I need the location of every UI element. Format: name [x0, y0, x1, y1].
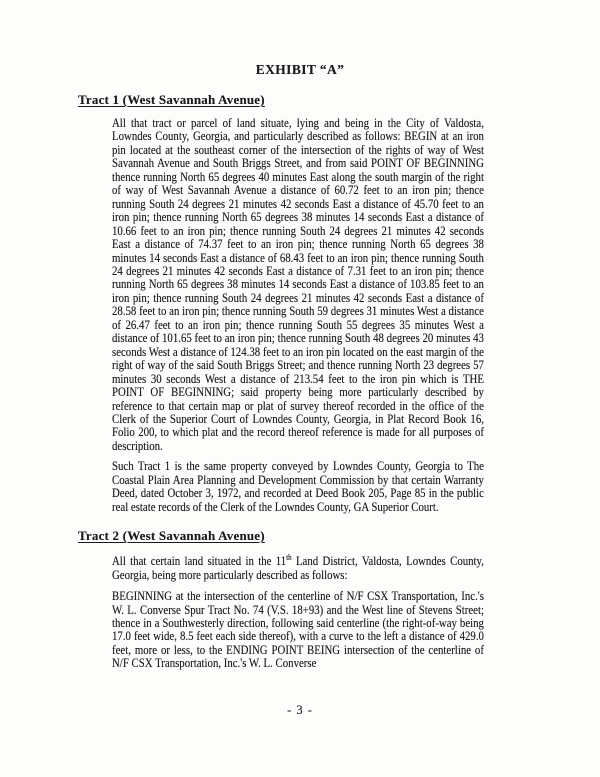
tract2-intro-prefix: All that certain land situated in the 11 [112, 554, 287, 569]
tract1-heading: Tract 1 (West Savannah Avenue) [78, 92, 265, 107]
tract1-conveyance-paragraph: Such Tract 1 is the same property conveyed by Lowndes County, Georgia to The Coastal Plain Area Planning and Development Commission by that certain Warranty Deed, dated October 3, 1972, and recorded at Deed Book 205, Page 85 in the public real estate records of the Clerk of the Lowndes County, GA Superior Court. [112, 459, 484, 514]
tract2-intro-suffix: Land District, Valdosta, Lowndes County, Georgia, being more particularly described as follows: [112, 554, 484, 582]
page-number: - 3 - [287, 703, 313, 717]
ordinal-superscript: th [286, 552, 292, 562]
tract1-legal-description-paragraph: All that tract or parcel of land situate, lying and being in the City of Valdosta, Lowndes County, Georgia, and particularly described as follows: BEGIN at an iron pin located at the southeast corner of the intersection of the rights of way of West Savannah Avenue and South Briggs Street, and from said POINT OF BEGINNING thence running North 65 degrees 40 minutes East along the south margin of the right of way of West Savannah Avenue a distance of 60.72 feet to an iron pin; thence running South 24 degrees 21 minutes 42 seconds East a distance of 45.70 feet to an iron pin; thence running North 65 degrees 38 minutes 14 seconds East a distance of 10.66 feet to an iron pin; thence running South 24 degrees 21 minutes 42 seconds East a distance of 74.37 feet to an iron pin; thence running North 65 degrees 38 minutes 14 seconds East a distance of 68.43 feet to an iron pin; thence running South 24 degrees 21 minutes 42 seconds East a distance of 7.31 feet to an iron pin; thence running North 65 degrees 38 minutes 14 seconds East a distance of 103.85 feet to an iron pin; thence running South 24 degrees 21 minutes 42 seconds East a distance of 28.58 feet to an iron pin; thence running South 59 degrees 31 minutes West a distance of 26.47 feet to an iron pin; thence running South 55 degrees 35 minutes West a distance of 101.65 feet to an iron pin; thence running South 48 degrees 20 minutes 43 seconds West a distance of 124.38 feet to an iron pin located on the east margin of the right of way of the said South Briggs Street; and thence running North 23 degrees 57 minutes 30 seconds West a distance of 213.54 feet to the iron pin which is THE POINT OF BEGINNING; said property being more particularly described by reference to that certain map or plat of survey thereof recorded in the office of the Clerk of the Superior Court of Lowndes County, Georgia, in Plat Record Book 16, Folio 200, to which plat and the record thereof reference is made for all purposes of description. [112, 116, 484, 453]
exhibit-title: EXHIBIT “A” [255, 62, 345, 77]
tract2-heading: Tract 2 (West Savannah Avenue) [78, 528, 265, 544]
tract2-beginning-paragraph: BEGINNING at the intersection of the centerline of N/F CSX Transportation, Inc.'s W. L. Converse Spur Tract No. 74 (V.S. 18+93) and the West line of Stevens Street; thence in a Southwesterly direction, following said centerline (the right-of-way being 17.0 feet wide, 8.5 feet each side thereof), with a curve to the left a distance of 429.0 feet, more or less, to the ENDING POINT BEING intersection of the centerline of N/F CSX Transportation, Inc.'s W. L. Converse [112, 589, 484, 671]
tract2-intro-paragraph [112, 552, 484, 582]
document-body [78, 92, 558, 671]
